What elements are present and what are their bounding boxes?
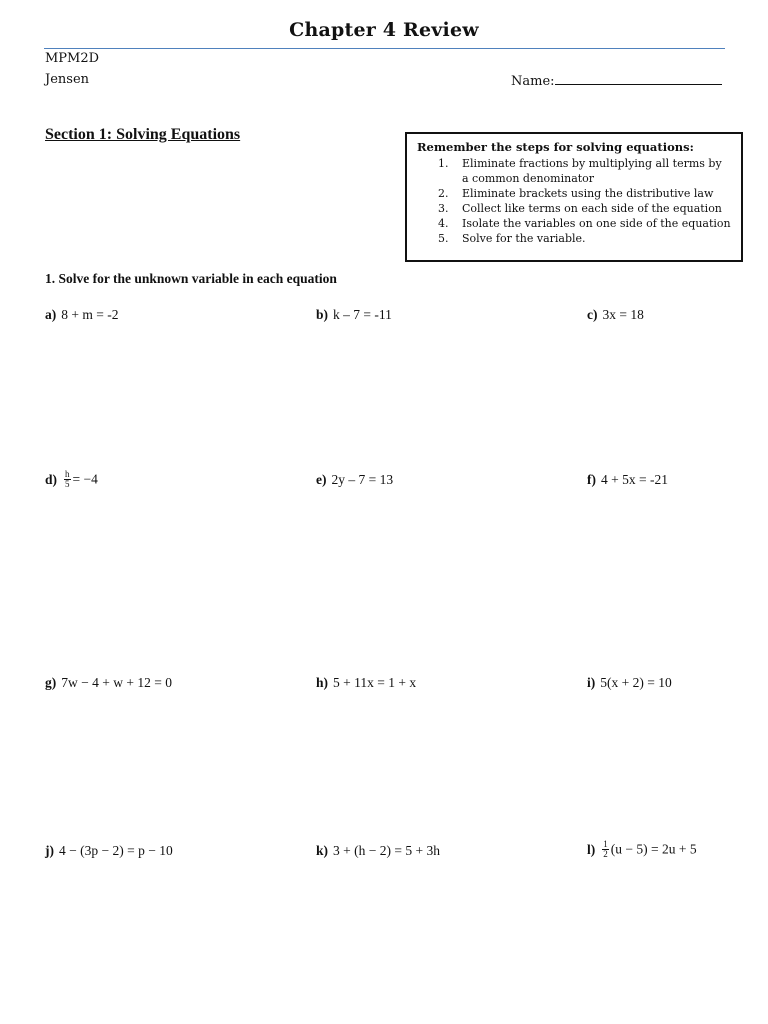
student-name-field[interactable] [511, 72, 722, 89]
step-number: 3. [438, 202, 449, 215]
problem-label: f) [587, 472, 596, 487]
problem-e [316, 472, 393, 488]
problem-l [587, 840, 697, 859]
problem-equation: 4 + 5x = -21 [601, 472, 668, 487]
steps-list [407, 156, 741, 246]
problem-h [316, 675, 416, 691]
problem-equation: 5(x + 2) = 10 [600, 675, 672, 690]
problem-f [587, 472, 668, 488]
problem-d [45, 470, 98, 489]
fraction-denominator: 2 [603, 849, 608, 859]
step-text: Collect like terms on each side of the equation [462, 202, 722, 215]
teacher-name: Jensen [45, 72, 90, 87]
question-heading: 1. Solve for the unknown variable in each equation [45, 271, 337, 286]
problem-g [45, 675, 172, 691]
title-divider [44, 48, 725, 49]
fraction [64, 470, 71, 489]
problem-c [587, 307, 644, 323]
step-item [407, 156, 741, 186]
name-label: Name: [511, 74, 555, 89]
problem-label: e) [316, 472, 327, 487]
problem-equation: 2y – 7 = 13 [331, 472, 394, 487]
problem-equation: 5 + 11x = 1 + x [333, 675, 417, 690]
problem-equation: 3 + (h − 2) = 5 + 3h [333, 843, 440, 858]
problem-label: l) [587, 841, 596, 857]
problem-b [316, 307, 392, 323]
problem-label: c) [587, 307, 598, 322]
steps-box-title: Remember the steps for solving equations: [417, 140, 694, 154]
problem-equation: (u − 5) = 2u + 5 [610, 841, 697, 857]
problem-equation: 3x = 18 [602, 307, 644, 322]
step-text: Isolate the variables on one side of the equation [462, 217, 731, 230]
step-text: Eliminate brackets using the distributive law [462, 187, 714, 200]
step-item [407, 201, 741, 216]
step-number: 4. [438, 217, 449, 230]
step-number: 5. [438, 232, 449, 245]
fraction-numerator: 1 [603, 839, 608, 849]
problem-label: g) [45, 675, 57, 690]
step-text: Solve for the variable. [462, 232, 586, 245]
problem-equation: k – 7 = -11 [333, 307, 392, 322]
problem-label: j) [45, 843, 54, 858]
problem-label: d) [45, 471, 58, 487]
problem-label: h) [316, 675, 329, 690]
fraction-denominator: 5 [65, 479, 70, 489]
problem-label: b) [316, 307, 329, 322]
problem-i [587, 675, 672, 691]
problem-equation: 8 + m = -2 [61, 307, 119, 322]
problem-a [45, 307, 118, 323]
problem-equation: 7w − 4 + w + 12 = 0 [61, 675, 172, 690]
fraction [602, 840, 609, 859]
section-heading: Section 1: Solving Equations [45, 126, 241, 143]
steps-reminder-box [405, 132, 743, 262]
problem-label: i) [587, 675, 596, 690]
problem-j [45, 843, 173, 859]
problem-equation: = −4 [72, 471, 98, 487]
step-number: 1. [438, 157, 449, 170]
step-item [407, 231, 741, 246]
fraction-numerator: h [65, 469, 70, 479]
step-item [407, 216, 741, 231]
problem-k [316, 843, 440, 859]
step-item [407, 186, 741, 201]
course-code: MPM2D [45, 51, 100, 66]
step-text: Eliminate fractions by multiplying all terms by a common denominator [462, 157, 722, 185]
name-blank-line[interactable] [555, 72, 722, 85]
problem-equation: 4 − (3p − 2) = p − 10 [59, 843, 173, 858]
problem-label: a) [45, 307, 57, 322]
step-number: 2. [438, 187, 449, 200]
problem-label: k) [316, 843, 329, 858]
page-title: Chapter 4 Review [289, 19, 479, 41]
